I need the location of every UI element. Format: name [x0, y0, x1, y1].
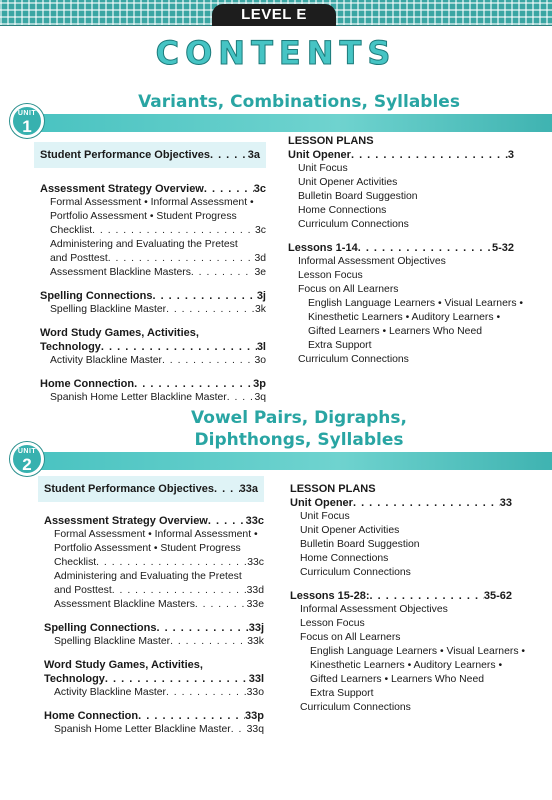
list-item: and Posttest . . . 3d	[40, 252, 266, 266]
lesson-plans-heading: LESSON PLANS	[288, 135, 374, 147]
list-item: Bulletin Board Suggestion	[298, 191, 418, 202]
list-item: Formal Assessment • Informal Assessment •	[50, 197, 254, 208]
lesson-plans-heading: LESSON PLANS	[290, 483, 376, 495]
unit-1-header	[0, 92, 552, 136]
list-item: Assessment Blackline Masters . . . 3e	[40, 266, 266, 280]
unit-number: 2	[22, 455, 32, 474]
list-item: Informal Assessment Objectives	[300, 604, 448, 615]
list-item: Checklist . . . 3c	[40, 224, 266, 238]
list-item: Unit Focus	[300, 511, 350, 522]
unit-2-left-column	[44, 476, 264, 737]
assessment-row[interactable]: Assessment Strategy Overview . . . 33c	[44, 514, 264, 528]
list-item: Spelling Blackline Master . . . 3k	[40, 303, 266, 317]
level-badge: LEVEL E	[212, 4, 336, 26]
list-item: Curriculum Connections	[300, 702, 411, 713]
unit-opener-row[interactable]: Unit Opener . . . 3	[288, 148, 514, 162]
list-item: Home Connections	[300, 553, 389, 564]
list-item: Administering and Evaluating the Pretest	[54, 571, 242, 582]
list-item: Kinesthetic Learners • Auditory Learners •	[310, 660, 503, 671]
list-item: Bulletin Board Suggestion	[300, 539, 420, 550]
list-item: Lesson Focus	[300, 618, 365, 629]
unit-2-header	[0, 408, 552, 472]
wordstudy-row[interactable]: Technology . . . 3l	[40, 340, 266, 354]
home-row[interactable]: Home Connection . . . 33p	[44, 709, 264, 723]
list-item: Unit Opener Activities	[300, 525, 400, 536]
list-item: Informal Assessment Objectives	[298, 256, 446, 267]
list-item: Unit Opener Activities	[298, 177, 398, 188]
unit-opener-row[interactable]: Unit Opener . . . 33	[290, 496, 512, 510]
list-item: Spelling Blackline Master . . . 33k	[44, 635, 264, 649]
unit-1-badge	[10, 104, 44, 138]
unit-2-title-line-1: Vowel Pairs, Digraphs,	[191, 408, 407, 428]
unit-label: UNIT	[17, 110, 37, 117]
list-item: Home Connections	[298, 205, 387, 216]
list-item: Kinesthetic Learners • Auditory Learners •	[308, 312, 501, 323]
list-item: Portfolio Assessment • Student Progress	[50, 211, 237, 222]
list-item: Activity Blackline Master . . . 33o	[44, 686, 264, 700]
unit-label: UNIT	[17, 448, 37, 455]
unit-2-badge	[10, 442, 44, 476]
list-item: Spanish Home Letter Blackline Master . . . 3q	[40, 391, 266, 405]
lessons-row[interactable]: Lessons 1-14 . . . 5-32	[288, 241, 514, 255]
list-item: Assessment Blackline Masters . . . 33e	[44, 598, 264, 612]
list-item: Gifted Learners • Learners Who Need	[308, 326, 483, 337]
list-item: English Language Learners • Visual Learners •	[308, 298, 524, 309]
unit-1-title: Variants, Combinations, Syllables	[138, 92, 460, 112]
spo-row[interactable]: Student Performance Objectives . . . 33a	[38, 476, 264, 502]
spo-row[interactable]: Student Performance Objectives . . . 3a	[34, 142, 266, 168]
unit-1-left-column	[40, 142, 266, 405]
list-item: Lesson Focus	[298, 270, 363, 281]
wordstudy-heading: Word Study Games, Activities,	[40, 327, 199, 339]
unit-2-right-column	[290, 482, 526, 715]
list-item: Curriculum Connections	[298, 354, 409, 365]
list-item: Administering and Evaluating the Pretest	[50, 239, 238, 250]
wordstudy-heading: Word Study Games, Activities,	[44, 659, 203, 671]
list-item: Checklist . . . 33c	[44, 556, 264, 570]
spelling-row[interactable]: Spelling Connections . . . 3j	[40, 289, 266, 303]
lessons-row[interactable]: Lessons 15-28: . . . 35-62	[290, 589, 512, 603]
wordstudy-row[interactable]: Technology . . . 33l	[44, 672, 264, 686]
list-item: Portfolio Assessment • Student Progress	[54, 543, 241, 554]
list-item: Focus on All Learners	[298, 284, 399, 295]
list-item: Activity Blackline Master . . . 3o	[40, 354, 266, 368]
assessment-row[interactable]: Assessment Strategy Overview . . . 3c	[40, 182, 266, 196]
list-item: Curriculum Connections	[300, 567, 411, 578]
unit-2-bar	[18, 452, 552, 470]
list-item: English Language Learners • Visual Learners •	[310, 646, 526, 657]
list-item: Focus on All Learners	[300, 632, 401, 643]
page-title: CONTENTS	[155, 34, 397, 72]
list-item: Gifted Learners • Learners Who Need	[310, 674, 485, 685]
spelling-row[interactable]: Spelling Connections . . . 33j	[44, 621, 264, 635]
list-item: Spanish Home Letter Blackline Master . . . 33q	[44, 723, 264, 737]
unit-2-title-line-2: Diphthongs, Syllables	[194, 430, 404, 450]
unit-1-right-column	[288, 134, 524, 367]
unit-1-bar	[18, 114, 552, 132]
list-item: and Posttest . . . 33d	[44, 584, 264, 598]
unit-number: 1	[22, 117, 32, 136]
list-item: Curriculum Connections	[298, 219, 409, 230]
list-item: Extra Support	[310, 688, 374, 699]
list-item: Extra Support	[308, 340, 372, 351]
home-row[interactable]: Home Connection . . . 3p	[40, 377, 266, 391]
list-item: Unit Focus	[298, 163, 348, 174]
list-item: Formal Assessment • Informal Assessment •	[54, 529, 258, 540]
